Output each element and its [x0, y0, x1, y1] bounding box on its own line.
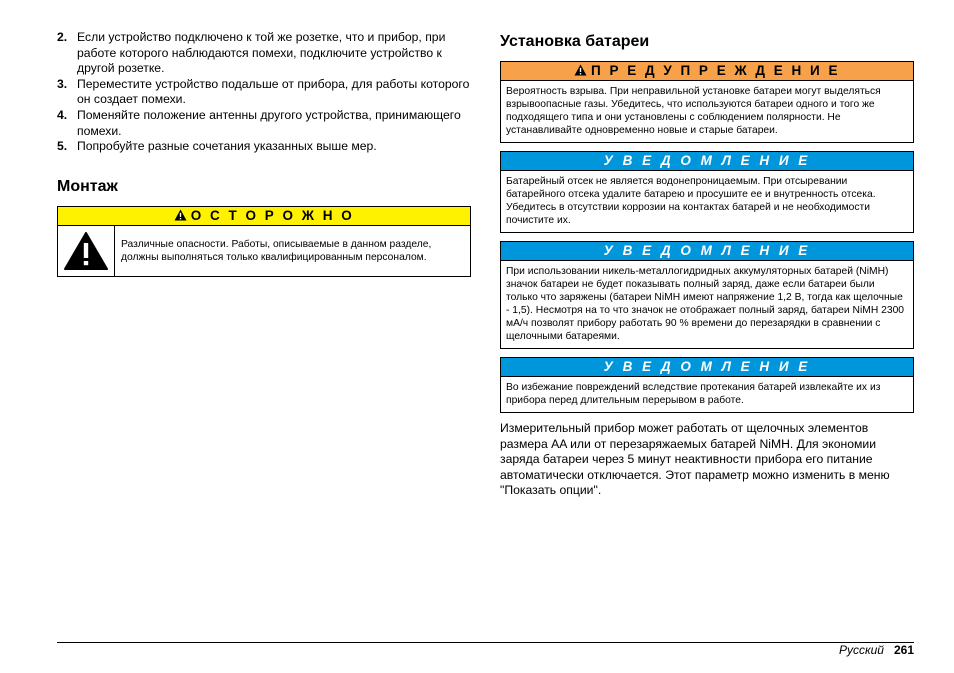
- step-text: Попробуйте разные сочетания указанных выше мер.: [77, 139, 377, 154]
- caution-header: [58, 207, 470, 226]
- step-text: Переместите устройство подальше от прибора, для работы которого он создает помехи.: [77, 76, 470, 107]
- warning-box: [500, 61, 914, 143]
- hazard-triangle-icon: [64, 232, 108, 270]
- step-text: Если устройство подключено к той же розетке, что и прибор, при работе которого наблюдаются помехи, подключите устройство к другой розетке.: [77, 30, 446, 76]
- page-number: 261: [893, 643, 914, 657]
- warning-header: [501, 62, 913, 81]
- caution-icon-cell: [58, 226, 115, 276]
- notice-header: У В Е Д О М Л Е Н И Е: [501, 358, 913, 377]
- caution-body: [58, 226, 470, 276]
- warning-label: П Р Е Д У П Р Е Ж Д Е Н И Е: [591, 63, 840, 78]
- caution-text: Различные опасности. Работы, описываемые в данном разделе, должны выполняться только квалифицированным персоналом.: [121, 238, 432, 263]
- warning-triangle-icon: [574, 64, 587, 76]
- list-item: [57, 139, 471, 155]
- notice-box: [500, 151, 914, 233]
- notice-box: [500, 241, 914, 349]
- section-heading-mounting: Монтаж: [57, 177, 118, 195]
- left-column: [57, 30, 471, 277]
- steps-list: [57, 30, 471, 155]
- caution-box: [57, 206, 471, 277]
- footer-divider: [57, 642, 914, 643]
- notice-text: Батарейный отсек не является водонепроницаемым. При отсыревании батарейного отсека удалите батарею и просушите ее и внутренность отсека. Убедитесь в отсутствии коррозии на контактах батарей и не необходимости почистите их.: [506, 176, 876, 226]
- notice-text: Во избежание повреждений вследствие протекания батарей извлекайте их из прибора перед длительным перерывом в работе.: [506, 382, 881, 406]
- right-column: [500, 30, 914, 499]
- notice-header: У В Е Д О М Л Е Н И Е: [501, 152, 913, 171]
- warning-text: Вероятность взрыва. При неправильной установке батареи могут выделяться взрывоопасные газы. Убедитесь, что используются батареи одного и того же подходящего типа и они установлены с соблюдением полярности. Не устанавливайте одновременно новые и старые батареи.: [506, 86, 881, 136]
- list-item: [57, 77, 471, 108]
- step-number: 2.: [57, 30, 68, 44]
- notice-box: [500, 357, 914, 413]
- step-text: Поменяйте положение антенны другого устройства, принимающего помехи.: [77, 107, 461, 138]
- step-number: 4.: [57, 107, 68, 122]
- section-heading-battery: Установка батареи: [500, 33, 650, 50]
- notice-text: При использовании никель-металлогидридных аккумуляторных батарей (NiMH) значок батареи не будет показывать полный заряд, даже если батареи были только что заряжены (батареи NiMH имеют напряжение 1,2 В, тогда как щелочные - 1,5). Несмотря на то что значок не отображает полный заряд, батареи NiMH 2300 мА/ч позволят прибору работать 90 % времени до перезарядки в сравнении с щелочными батареями.: [506, 266, 905, 342]
- list-item: [57, 30, 471, 77]
- page-footer: [839, 643, 914, 658]
- battery-paragraph: Измерительный прибор может работать от щелочных элементов размера AA или от перезаряжаемых батарей NiMH. Для экономии заряда батареи через 5 минут неактивности прибора его питание автоматически отключается. Этот параметр можно изменить в меню "Показать опции".: [500, 421, 890, 498]
- step-number: 3.: [57, 76, 68, 91]
- warning-triangle-icon: [174, 209, 187, 221]
- caution-label: О С Т О Р О Ж Н О: [190, 207, 355, 223]
- footer-language: Русский: [838, 643, 884, 657]
- step-number: 5.: [57, 139, 68, 154]
- notice-header: У В Е Д О М Л Е Н И Е: [501, 242, 913, 261]
- list-item: [57, 108, 471, 139]
